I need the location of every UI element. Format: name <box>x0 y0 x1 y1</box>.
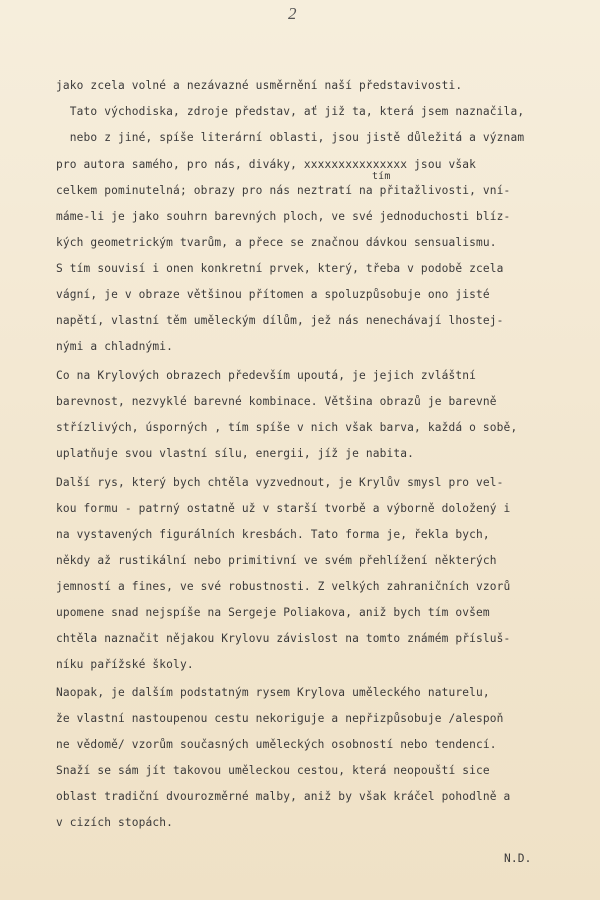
text-line: chtěla naznačit nějakou Krylovu závislost na tomto známém přísluš- <box>56 632 511 645</box>
text-line: celkem pominutelná; obrazy pro nás neztratí na přitažlivosti, vní- <box>56 184 511 197</box>
text-line: jako zcela volné a nezávazné usměrnění naší představivosti. <box>56 79 463 92</box>
text-line: Co na Krylových obrazech především upoutá, je jejich zvláštní <box>56 369 477 382</box>
text-line: máme-li je jako souhrn barevných ploch, ve své jednoduchosti blíz- <box>56 210 511 223</box>
text-line: někdy až rustikální nebo primitivní ve svém přehlížení některých <box>56 554 497 567</box>
text-line: jemností a fines, ve své robustnosti. Z velkých zahraničních vzorů <box>56 580 511 593</box>
signature-initials: N.D. <box>504 852 532 865</box>
text-line: vágní, je v obraze většinou přítomen a spoluzpůsobuje ono jisté <box>56 288 490 301</box>
text-line: střízlivých, úsporných , tím spíše v nich však barva, každá o sobě, <box>56 421 518 434</box>
text-line: na vystavených figurálních kresbách. Tato forma je, řekla bych, <box>56 528 490 541</box>
page-number: 2 <box>288 4 297 23</box>
text-line: napětí, vlastní těm uměleckým dílům, jež nás nenechávají lhostej- <box>56 314 504 327</box>
text-line: kou formu - patrný ostatně už v starší tvorbě a výborně doložený i <box>56 502 511 515</box>
text-line: S tím souvisí i onen konkretní prvek, který, třeba v podobě zcela <box>56 262 504 275</box>
text-line: upomene snad nejspíše na Sergeje Poliakova, aniž bych tím ovšem <box>56 606 490 619</box>
text-line: Další rys, který bych chtěla vyzvednout, je Krylův smysl pro vel- <box>56 476 504 489</box>
text-line: nebo z jiné, spíše literární oblasti, jsou jistě důležitá a význam <box>56 131 525 144</box>
text-line: kých geometrickým tvarům, a přece se značnou dávkou sensualismu. <box>56 236 497 249</box>
text-line: v cizích stopách. <box>56 816 174 829</box>
text-line: pro autora samého, pro nás, diváky, xxxxxxxxxxxxxxx jsou však <box>56 158 477 171</box>
text-line: Naopak, je dalším podstatným rysem Krylova uměleckého naturelu, <box>56 686 490 699</box>
text-line: barevnost, nezvyklé barevné kombinace. Většina obrazů je barevně <box>56 395 497 408</box>
text-line: že vlastní nastoupenou cestu nekoriguje a nepřizpůsobuje /alespoň <box>56 712 504 725</box>
text-line: uplatňuje svou vlastní sílu, energii, jíž je nabita. <box>56 447 415 460</box>
text-line: Tato východiska, zdroje představ, ať již ta, která jsem naznačila, <box>56 105 525 118</box>
text-line: oblast tradiční dvourozměrné malby, aniž by však kráčel pohodlně a <box>56 790 511 803</box>
text-line: níku pařížské školy. <box>56 658 194 671</box>
text-line: ne vědomě/ vzorům současných uměleckých osobností nebo tendencí. <box>56 738 497 751</box>
text-line: Snaží se sám jít takovou uměleckou cestou, která neopouští sice <box>56 764 490 777</box>
interline-insertion: tím <box>372 171 391 182</box>
text-line: nými a chladnými. <box>56 340 174 353</box>
